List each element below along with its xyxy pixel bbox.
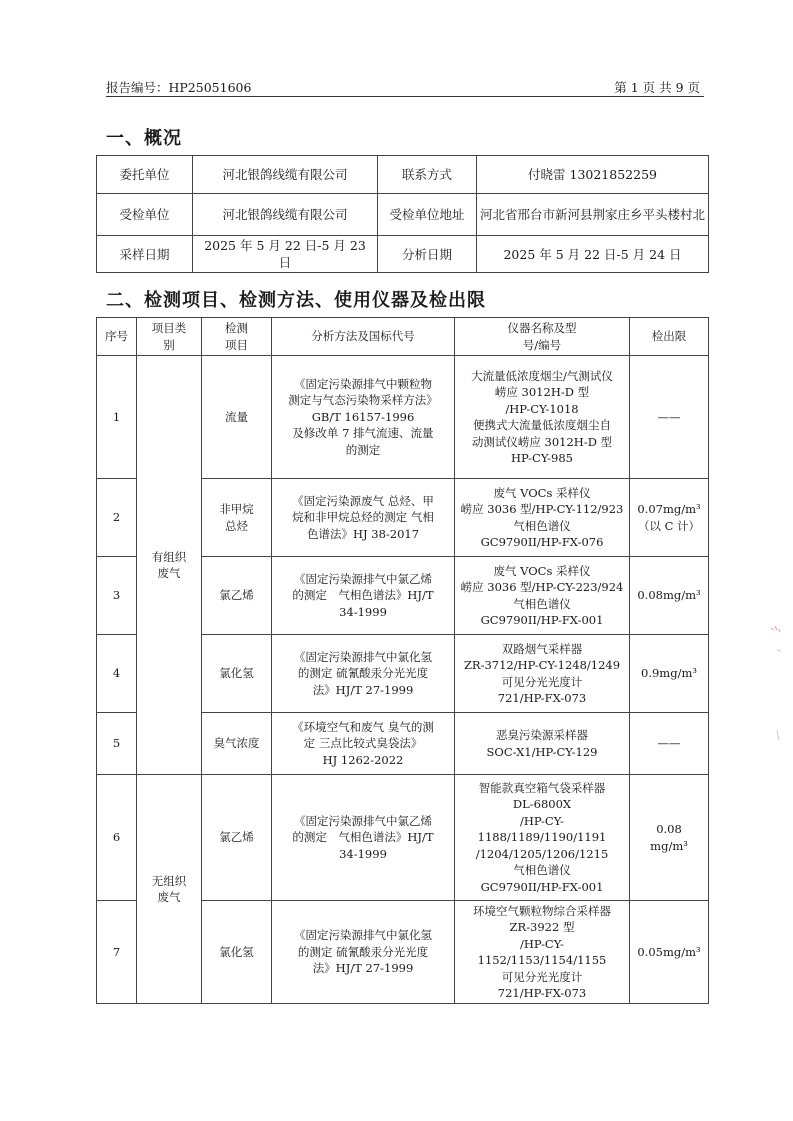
method-cell	[272, 713, 455, 775]
label-cell: 采样日期	[97, 236, 193, 273]
method-cell-line: 的测定 硫氰酸汞分光光度	[297, 666, 429, 681]
method-cell-line: 测定与气态污染物采样方法》	[288, 393, 438, 408]
test-item: 臭气浓度	[202, 713, 272, 775]
method-cell	[272, 901, 455, 1004]
instrument-cell-line: /HP-CY-1152/1153/1154/1155	[477, 936, 607, 967]
method-cell	[272, 775, 455, 901]
table-header-row	[97, 318, 709, 356]
method-cell-line: 烷和非甲烷总烃的测定 气相	[292, 510, 434, 525]
instrument-cell-line: 动测试仪崂应 3012H-D 型	[471, 434, 613, 449]
header-divider	[106, 96, 704, 97]
header-no: 序号	[97, 318, 137, 356]
test-item: 氯化氢	[202, 635, 272, 713]
section1-title: 一、概况	[106, 128, 182, 149]
header-category: 项目类别	[137, 318, 202, 356]
instrument-cell-line: ZR-3712/HP-CY-1248/1249	[463, 658, 621, 672]
instrument-cell-line: 废气 VOCs 采样仪	[493, 485, 591, 500]
header-item: 检测项目	[202, 318, 272, 356]
row-number: 3	[97, 557, 137, 635]
margin-marks	[767, 620, 787, 780]
overview-table	[96, 155, 709, 273]
method-cell-line: 《固定污染源排气中氯乙烯	[294, 571, 432, 586]
instrument-cell-line: HP-CY-985	[511, 451, 573, 465]
row-number: 5	[97, 713, 137, 775]
method-cell-line: 的测定 硫氰酸汞分光光度	[297, 944, 429, 959]
method-cell-line: GB/T 16157-1996	[311, 409, 415, 424]
instrument-cell-line: 气相色谱仪	[513, 596, 571, 611]
instrument-cell-line: 气相色谱仪	[513, 518, 571, 533]
instrument-cell-line: ZR-3922 型	[509, 920, 575, 934]
method-cell-line: 《固定污染源排气中颗粒物	[294, 376, 432, 391]
instrument-cell-line: /HP-CY-1018	[505, 401, 579, 416]
method-cell-line: 《固定污染源废气 总烃、甲	[292, 493, 434, 508]
table-row	[97, 156, 709, 194]
value-cell: 河北银鸽线缆有限公司	[193, 194, 378, 236]
label-cell: 联系方式	[378, 156, 477, 194]
limit-cell-line: 0.08mg/m³	[637, 588, 701, 603]
instrument-cell-line: GC9790II/HP-FX-001	[480, 613, 604, 627]
instrument-cell-line: 恶臭污染源采样器	[496, 728, 588, 742]
instrument-cell-line: 崂应 3036 型/HP-CY-112/923	[460, 502, 624, 516]
limit-cell	[630, 775, 709, 901]
page-number: 第 1 页 共 9 页	[614, 80, 700, 95]
instrument-cell-line: /HP-CY-1188/1189/1190/1191	[477, 813, 607, 845]
limit-cell-line: 0.08	[656, 822, 682, 836]
limit-cell-line: ——	[657, 409, 681, 424]
header-method: 分析方法及国标代号	[272, 318, 455, 356]
method-cell-line: 34-1999	[339, 604, 387, 619]
test-item: 非甲烷总烃	[202, 479, 272, 557]
method-cell	[272, 635, 455, 713]
instrument-cell-line: GC9790II/HP-FX-001	[480, 879, 604, 894]
instrument-cell-line: 便携式大流量低浓度烟尘自	[473, 418, 611, 432]
instrument-cell-line: 环境空气颗粒物综合采样器	[473, 903, 611, 918]
test-item: 氯乙烯	[202, 557, 272, 635]
page-header	[106, 78, 704, 96]
instrument-cell-line: 可见分光光度计	[501, 969, 583, 984]
value-cell: 河北省邢台市新河县荆家庄乡平头楼村北	[477, 194, 709, 236]
section2-title: 二、检测项目、检测方法、使用仪器及检出限	[106, 290, 486, 311]
row-number: 6	[97, 775, 137, 901]
instrument-cell-line: /1204/1205/1206/1215	[475, 846, 609, 861]
instrument-cell-line: 721/HP-FX-073	[497, 986, 587, 1000]
method-cell-line: 34-1999	[339, 846, 387, 861]
instrument-cell	[455, 479, 630, 557]
value-cell: 河北银鸽线缆有限公司	[193, 156, 378, 194]
method-cell	[272, 356, 455, 479]
limit-cell	[630, 479, 709, 557]
method-cell-line: 《固定污染源排气中氯化氢	[294, 649, 432, 664]
value-cell: 2025 年 5 月 22 日-5 月 24 日	[477, 236, 709, 273]
category-unorganized: 无组织废气	[137, 775, 202, 1004]
label-cell: 委托单位	[97, 156, 193, 194]
limit-cell	[630, 557, 709, 635]
instrument-cell-line: DL-6800X	[512, 797, 572, 812]
instrument-cell-line: 大流量低浓度烟尘/气测试仪	[471, 368, 613, 383]
instrument-cell	[455, 635, 630, 713]
category-organized: 有组织废气	[137, 356, 202, 775]
limit-cell-line: 0.07mg/m³	[637, 502, 701, 516]
method-cell-line: 的测定	[345, 442, 381, 457]
instrument-cell-line: SOC-X1/HP-CY-129	[486, 744, 598, 759]
instrument-cell-line: 废气 VOCs 采样仪	[493, 563, 591, 578]
value-cell: 2025 年 5 月 22 日-5 月 23 日	[193, 236, 378, 273]
method-cell	[272, 557, 455, 635]
method-cell-line: 的测定 气相色谱法》HJ/T	[292, 588, 434, 603]
limit-cell-line: ——	[657, 736, 681, 751]
row-number: 2	[97, 479, 137, 557]
limit-cell-line: 0.05mg/m³	[637, 944, 701, 959]
method-cell-line: 《环境空气和废气 臭气的测	[292, 719, 434, 734]
instrument-cell-line: 崂应 3012H-D 型	[494, 385, 590, 399]
method-cell-line: 法》HJ/T 27-1999	[312, 961, 414, 976]
instrument-cell-line: 双路烟气采样器	[501, 641, 583, 656]
header-instrument: 仪器名称及型号/编号	[455, 318, 630, 356]
instrument-cell	[455, 713, 630, 775]
instrument-cell	[455, 356, 630, 479]
limit-cell	[630, 901, 709, 1004]
method-cell-line: 及修改单 7 排气流速、流量	[292, 426, 434, 441]
method-cell-line: 《固定污染源排气中氯化氢	[294, 928, 432, 943]
method-cell-line: HJ 1262-2022	[322, 752, 404, 767]
limit-cell	[630, 635, 709, 713]
instrument-cell-line: 气相色谱仪	[513, 863, 571, 878]
method-cell-line: 的测定 气相色谱法》HJ/T	[292, 830, 434, 845]
method-cell-line: 法》HJ/T 27-1999	[312, 682, 414, 697]
report-number: 报告编号：HP25051606	[106, 80, 252, 95]
test-item: 氯乙烯	[202, 775, 272, 901]
table-row	[97, 236, 709, 273]
instrument-cell-line: 可见分光光度计	[501, 674, 583, 689]
limit-cell-line: （以 C 计）	[637, 518, 701, 533]
instrument-cell-line: 721/HP-FX-073	[497, 691, 587, 705]
label-cell: 受检单位	[97, 194, 193, 236]
limit-cell	[630, 356, 709, 479]
instrument-cell-line: 崂应 3036 型/HP-CY-223/924	[460, 580, 624, 594]
label-cell: 分析日期	[378, 236, 477, 273]
limit-cell-line: 0.9mg/m³	[641, 666, 697, 681]
test-item: 氯化氢	[202, 901, 272, 1004]
method-table	[96, 317, 709, 1004]
table-row	[97, 356, 709, 479]
instrument-cell-line: GC9790II/HP-FX-076	[480, 535, 604, 549]
row-number: 4	[97, 635, 137, 713]
instrument-cell	[455, 901, 630, 1004]
table-row	[97, 194, 709, 236]
instrument-cell	[455, 775, 630, 901]
method-cell	[272, 479, 455, 557]
limit-cell-line: mg/m³	[650, 838, 688, 853]
header-limit: 检出限	[630, 318, 709, 356]
limit-cell	[630, 713, 709, 775]
method-cell-line: 定 三点比较式臭袋法》	[303, 736, 423, 751]
label-cell: 受检单位地址	[378, 194, 477, 236]
value-cell: 付晓雷 13021852259	[477, 156, 709, 194]
instrument-cell-line: 智能款真空箱气袋采样器	[478, 780, 606, 795]
instrument-cell	[455, 557, 630, 635]
method-cell-line: 色谱法》HJ 38-2017	[306, 526, 420, 541]
test-item: 流量	[202, 356, 272, 479]
row-number: 1	[97, 356, 137, 479]
method-cell-line: 《固定污染源排气中氯乙烯	[294, 813, 432, 828]
row-number: 7	[97, 901, 137, 1004]
table-row	[97, 775, 709, 901]
